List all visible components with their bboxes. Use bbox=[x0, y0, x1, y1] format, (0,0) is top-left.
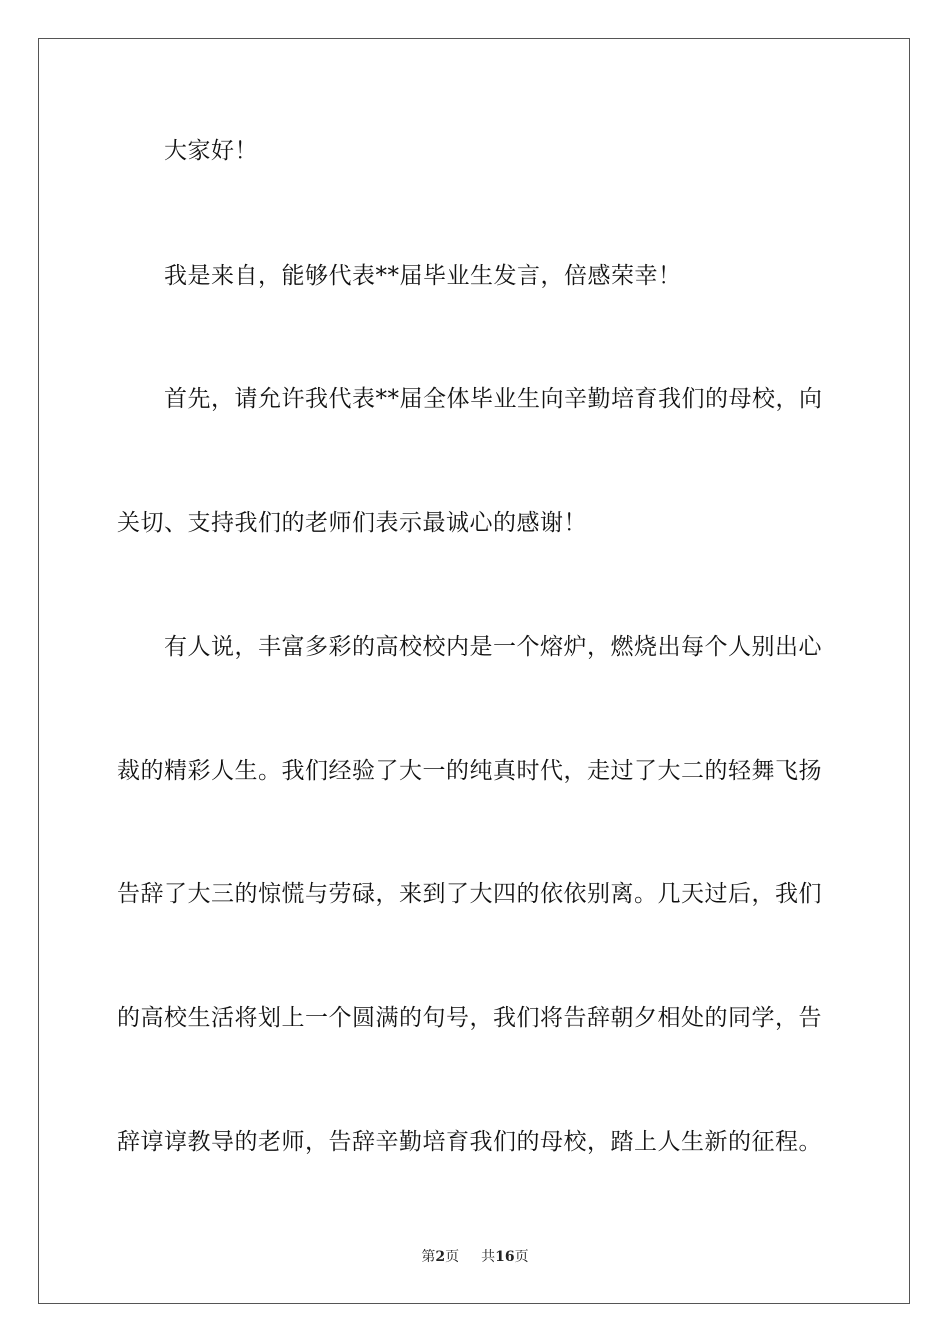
paragraph-thanks-line-2: 关切、支持我们的老师们表示最诚心的感谢！ bbox=[117, 510, 587, 536]
footer-total-suffix: 页 bbox=[514, 1249, 529, 1265]
paragraph-thanks-line-1: 首先，请允许我代表**届全体毕业生向辛勤培育我们的母校，向 bbox=[164, 386, 823, 412]
footer-total-pages: 16 bbox=[495, 1249, 515, 1265]
paragraph-college-line-2: 裁的精彩人生。我们经验了大一的纯真时代，走过了大二的轻舞飞扬 bbox=[117, 758, 822, 784]
page-border bbox=[38, 38, 910, 1304]
footer-page-prefix: 第 bbox=[421, 1249, 436, 1265]
paragraph-college-line-5: 辞谆谆教导的老师，告辞辛勤培育我们的母校，踏上人生新的征程。 bbox=[117, 1129, 822, 1155]
footer-total-prefix: 共 bbox=[481, 1249, 496, 1265]
footer-page-suffix: 页 bbox=[445, 1249, 460, 1265]
paragraph-college-line-4: 的高校生活将划上一个圆满的句号，我们将告辞朝夕相处的同学，告 bbox=[117, 1005, 822, 1031]
footer-page-number: 2 bbox=[435, 1249, 446, 1265]
page-footer bbox=[0, 1248, 950, 1266]
paragraph-college-line-3: 告辞了大三的惊慌与劳碌，来到了大四的依依别离。几天过后，我们 bbox=[117, 881, 822, 907]
paragraph-greeting: 大家好！ bbox=[164, 138, 258, 164]
paragraph-college-line-1: 有人说，丰富多彩的高校校内是一个熔炉，燃烧出每个人别出心 bbox=[164, 634, 822, 660]
paragraph-intro: 我是来自，能够代表**届毕业生发言，倍感荣幸！ bbox=[164, 263, 682, 289]
